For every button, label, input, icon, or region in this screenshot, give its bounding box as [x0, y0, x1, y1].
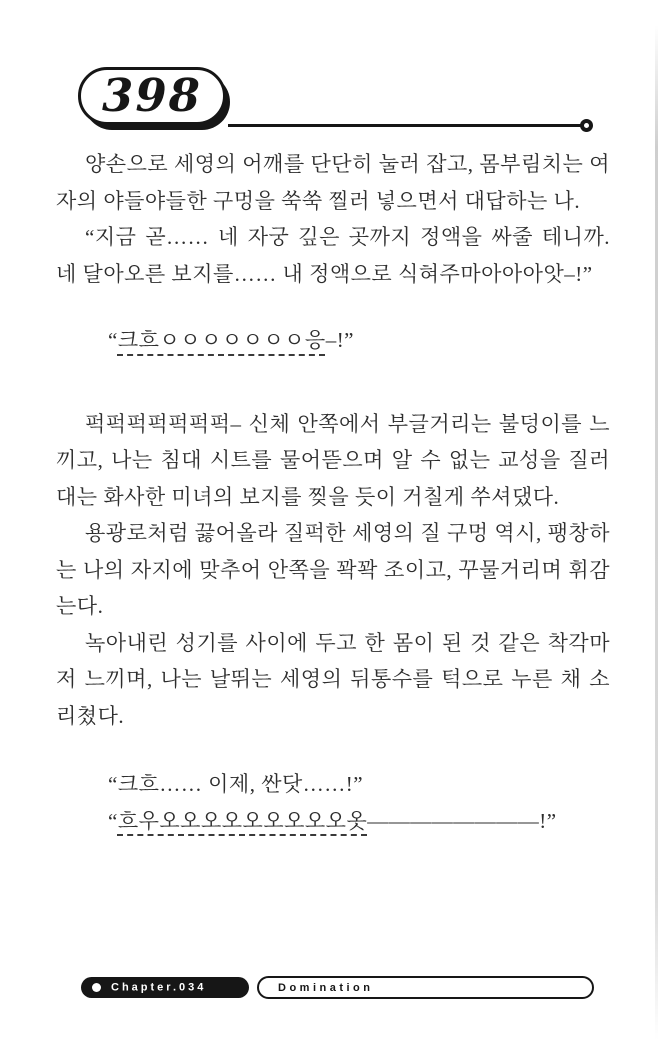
page-number: 398 [102, 68, 202, 122]
exclamation-line-2 [56, 803, 610, 840]
paragraph-4: 용광로처럼 끓어올라 질퍽한 세영의 질 구멍 역시, 팽창하는 나의 자지에 맞추어 안쪽을 꽉꽉 조이고, 꾸물거리며 휘감는다. [56, 521, 610, 618]
exclamation-suffix: ————————!” [367, 808, 557, 833]
chapter-badge [81, 977, 249, 998]
bullet-dot-icon [92, 983, 101, 992]
open-quote: “ [108, 808, 118, 833]
body-text [56, 146, 610, 839]
book-title-label: Domination [278, 981, 374, 994]
page-edge-shadow [655, 25, 658, 1040]
emphasized-scream-text: 흐우오오오오오오오오오옷 [117, 808, 368, 833]
page-number-badge [78, 67, 226, 125]
book-title-badge [257, 976, 594, 999]
exclamation-line-1 [56, 322, 610, 359]
paragraph-2-dialogue: “지금 곧…… 네 자궁 깊은 곳까지 정액을 싸줄 테니까. 네 달아오른 보지를…… 내 정액으로 식혀주마아아아앗–!” [56, 225, 610, 286]
paragraph-5: 녹아내린 성기를 사이에 두고 한 몸이 된 것 같은 착각마저 느끼며, 나는 날뛰는 세영의 뒤통수를 턱으로 누른 채 소리쳤다. [56, 630, 610, 728]
header-rule-line [228, 124, 581, 127]
chapter-label: Chapter.034 [111, 981, 207, 993]
dialogue-line: “크흐…… 이제, 싼닷……!” [108, 772, 364, 796]
emphasized-scream-text: 크흐ㅇㅇㅇㅇㅇㅇㅇ응 [117, 328, 326, 352]
open-quote: “ [108, 328, 118, 352]
exclamation-suffix: –!” [325, 328, 355, 352]
paragraph-1: 양손으로 세영의 어깨를 단단히 눌러 잡고, 몸부림치는 여자의 야들야들한 구멍을 쑥쑥 찔러 넣으면서 대답하는 나. [56, 152, 610, 213]
line-end-ring-icon [580, 119, 593, 132]
paragraph-3: 퍽퍽퍽퍽퍽퍽퍽– 신체 안쪽에서 부글거리는 불덩이를 느끼고, 나는 침대 시트를 물어뜯으며 알 수 없는 교성을 질러대는 화사한 미녀의 보지를 찢을 듯이 거칠게 쑤셔댔다. [56, 411, 610, 509]
